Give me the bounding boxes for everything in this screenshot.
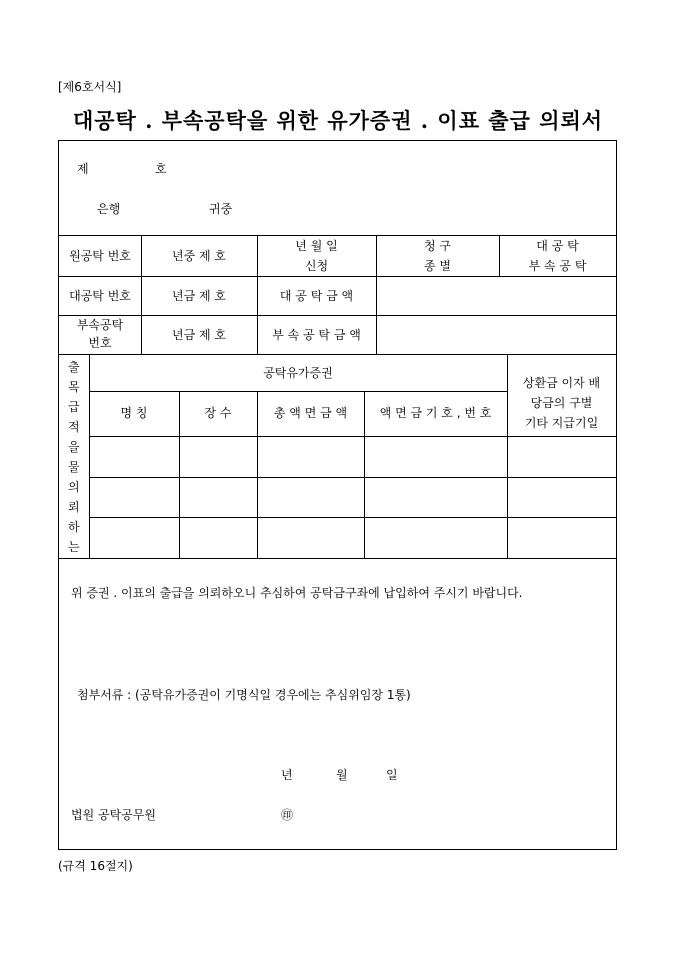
- seal-mark: ㊞: [281, 808, 294, 822]
- date-label: 년 월 일: [295, 239, 338, 253]
- year-label: 년: [281, 768, 293, 782]
- table-row[interactable]: [89, 517, 616, 558]
- rule-row3: [59, 354, 616, 355]
- month-label: 월: [336, 768, 348, 782]
- dae-deposit-label: 대공탁 번호: [69, 289, 131, 303]
- right-header-2: 당금의 구별: [530, 396, 593, 410]
- type-bu: 부 속 공 탁: [528, 259, 587, 273]
- claim-type-label: 종 별: [424, 259, 451, 273]
- dae-deposit-value: 년금 제 호: [172, 289, 226, 303]
- apply-label: 신청: [304, 259, 329, 273]
- request-text: 위 증권 . 이표의 출급을 의뢰하오니 추심하여 공탁금구좌에 납입하여 주시기 바랍니다.: [71, 586, 523, 600]
- col-count-header: 장 수: [204, 406, 232, 420]
- bu-deposit-value: 년금 제 호: [172, 328, 226, 342]
- orig-deposit-label: 원공탁 번호: [69, 249, 131, 263]
- bu-deposit-label-2: 번호: [88, 336, 112, 350]
- side-char-1: 출: [68, 360, 80, 374]
- side-char-3: 급: [68, 400, 80, 414]
- type-dae: 대 공 탁: [536, 239, 579, 253]
- bu-deposit-label: 부속공탁: [76, 318, 124, 332]
- side-char-5: 을: [68, 440, 80, 454]
- orig-deposit-value: 년중 제 호: [172, 249, 226, 263]
- dae-amount-label: 대 공 탁 금 액: [279, 289, 354, 303]
- ho-label: 호: [155, 162, 167, 176]
- right-header-3: 기타 지급기일: [524, 416, 599, 430]
- col-name-header: 명 칭: [120, 406, 148, 420]
- side-char-2: 목: [68, 380, 80, 394]
- officer-label: 법원 공탁공무원: [71, 808, 156, 822]
- day-label: 일: [386, 768, 398, 782]
- form-title: 대공탁 . 부속공탁을 위한 유가증권 . 이표 출급 의뢰서: [72, 108, 604, 133]
- form-frame: [58, 140, 617, 850]
- col-total-header: 총 액 면 금 액: [273, 406, 348, 420]
- side-char-7: 의: [68, 480, 80, 494]
- form-number: [제6호서식]: [58, 80, 122, 94]
- side-char-9: 하: [68, 520, 80, 534]
- dae-amount-cell[interactable]: [376, 276, 616, 315]
- bu-amount-label: 부 속 공 탁 금 액: [272, 328, 361, 342]
- table-row[interactable]: [89, 436, 616, 477]
- bank-label: 은행: [97, 202, 121, 216]
- side-char-6: 물: [68, 460, 80, 474]
- rule-group-header: [89, 391, 507, 392]
- securities-group-header: 공탁유가증권: [263, 366, 333, 380]
- rule-list-bottom: [59, 558, 616, 559]
- bu-amount-cell[interactable]: [376, 315, 616, 354]
- attachments-text: 첨부서류 : (공탁유가증권이 기명식일 경우에는 추심위임장 1통): [77, 688, 411, 702]
- je-label: 제: [77, 162, 89, 176]
- right-header-1: 상환금 이자 배: [522, 376, 601, 390]
- gwijung-label: 귀중: [209, 202, 233, 216]
- side-char-4: 적: [68, 420, 80, 434]
- paper-size-note: (규격 16절지): [58, 859, 133, 873]
- col-codes-header: 액 면 금 기 호 , 번 호: [379, 406, 492, 420]
- claim-label: 청 구: [424, 239, 451, 253]
- side-char-10: 는: [68, 540, 80, 554]
- table-row[interactable]: [89, 477, 616, 517]
- side-char-8: 뢰: [68, 500, 80, 514]
